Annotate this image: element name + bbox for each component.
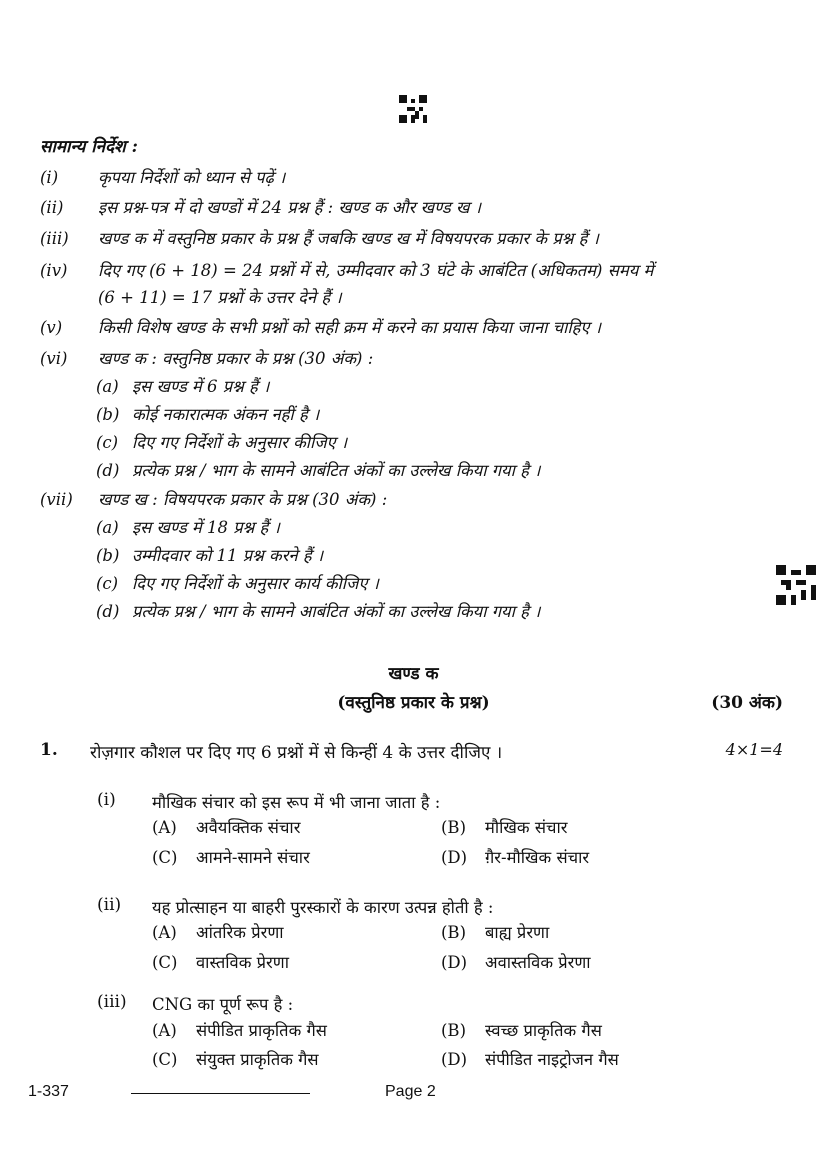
section-title: खण्ड क	[388, 664, 439, 684]
option-text: बाह्य प्रेरणा	[485, 923, 550, 942]
sub-instruction-text: उम्मीदवार को 11 प्रश्न करने हैं ।	[132, 546, 324, 565]
sub-instruction-number: (d)	[96, 602, 120, 621]
option-a	[152, 1018, 327, 1041]
section-subtitle: (वस्तुनिष्ठ प्रकार के प्रश्न)	[337, 693, 490, 713]
option-label: (B)	[441, 818, 466, 837]
option-text: संपीडित प्राकृतिक गैस	[196, 1021, 327, 1040]
option-label: (A)	[152, 1021, 177, 1040]
option-label: (A)	[152, 818, 177, 837]
part-number: (iii)	[97, 992, 127, 1012]
sub-instruction-number: (b)	[96, 405, 120, 424]
option-a	[152, 815, 300, 838]
sub-instruction-number: (c)	[96, 574, 119, 593]
option-text: ग़ैर-मौखिक संचार	[485, 848, 590, 867]
qr-code-icon	[399, 95, 427, 123]
sub-instruction-number: (c)	[96, 433, 119, 452]
option-text: अवैयक्तिक संचार	[196, 818, 301, 837]
paper-code: 1-337	[28, 1083, 69, 1100]
instruction-text: दिए गए (6 + 18) = 24 प्रश्नों में से, उम्मीदवार को 3 घंटे के आबंटित (अधिकतम) समय में	[98, 261, 654, 280]
option-text: आमने-सामने संचार	[196, 848, 310, 867]
part-number: (ii)	[97, 895, 122, 915]
option-text: स्वच्छ प्राकृतिक गैस	[485, 1021, 602, 1040]
option-text: संपीडित नाइट्रोजन गैस	[485, 1050, 619, 1069]
option-d	[441, 845, 589, 868]
option-text: मौखिक संचार	[485, 818, 568, 837]
instruction-text: किसी विशेष खण्ड के सभी प्रश्नों को सही क्रम में करने का प्रयास किया जाना चाहिए ।	[98, 318, 602, 337]
instruction-number: (iv)	[40, 261, 68, 280]
option-label: (D)	[441, 1050, 468, 1069]
option-c	[152, 845, 310, 868]
instruction-number: (vi)	[40, 349, 68, 368]
option-label: (D)	[441, 848, 468, 867]
sub-instruction-text: दिए गए निर्देशों के अनुसार कार्य कीजिए ।	[132, 574, 379, 593]
option-label: (A)	[152, 923, 177, 942]
sub-instruction-text: प्रत्येक प्रश्न / भाग के सामने आबंटित अंकों का उल्लेख किया गया है ।	[132, 602, 541, 621]
option-label: (D)	[441, 953, 468, 972]
part-number: (i)	[97, 790, 116, 810]
sub-instruction-text: प्रत्येक प्रश्न / भाग के सामने आबंटित अंकों का उल्लेख किया गया है ।	[132, 461, 541, 480]
instruction-text: खण्ड क में वस्तुनिष्ठ प्रकार के प्रश्न हैं जबकि खण्ड ख में विषयपरक प्रकार के प्रश्न हैं ।	[98, 229, 599, 248]
footer-divider	[131, 1093, 310, 1094]
option-label: (C)	[152, 1050, 178, 1069]
option-label: (B)	[441, 1021, 466, 1040]
sub-instruction-number: (b)	[96, 546, 120, 565]
option-d	[441, 1047, 619, 1070]
instructions-heading: सामान्य निर्देश :	[40, 137, 138, 157]
question-marks: 4×1=4	[725, 740, 783, 759]
sub-instruction-text: इस खण्ड में 18 प्रश्न हैं ।	[132, 518, 280, 537]
option-b	[441, 815, 567, 838]
option-text: वास्तविक प्रेरणा	[196, 953, 289, 972]
sub-instruction-number: (a)	[96, 518, 119, 537]
instruction-number: (i)	[40, 168, 59, 187]
instruction-number: (iii)	[40, 229, 69, 248]
instruction-text: कृपया निर्देशों को ध्यान से पढ़ें ।	[98, 168, 286, 187]
instruction-number: (ii)	[40, 198, 64, 217]
option-text: आंतरिक प्रेरणा	[196, 923, 284, 942]
option-label: (B)	[441, 923, 466, 942]
instruction-number: (v)	[40, 318, 63, 337]
option-label: (C)	[152, 953, 178, 972]
question-text: रोज़गार कौशल पर दिए गए 6 प्रश्नों में से किन्हीं 4 के उत्तर दीजिए ।	[90, 743, 503, 763]
sub-instruction-text: कोई नकारात्मक अंकन नहीं है ।	[132, 405, 320, 424]
instruction-text: (6 + 11) = 17 प्रश्नों के उत्तर देने हैं ।	[98, 288, 342, 307]
option-c	[152, 1047, 319, 1070]
option-b	[441, 920, 549, 943]
sub-instruction-number: (a)	[96, 377, 119, 396]
sub-instruction-text: दिए गए निर्देशों के अनुसार कीजिए ।	[132, 433, 348, 452]
part-text: यह प्रोत्साहन या बाहरी पुरस्कारों के कारण उत्पन्न होती है :	[152, 898, 494, 917]
sub-instruction-text: इस खण्ड में 6 प्रश्न हैं ।	[132, 377, 270, 396]
instruction-text: इस प्रश्न-पत्र में दो खण्डों में 24 प्रश्न हैं : खण्ड क और खण्ड ख ।	[98, 198, 481, 217]
section-marks: (30 अंक)	[711, 693, 783, 713]
option-d	[441, 950, 591, 973]
part-text: मौखिक संचार को इस रूप में भी जाना जाता है :	[152, 793, 441, 812]
option-a	[152, 920, 284, 943]
option-c	[152, 950, 289, 973]
option-text: संयुक्त प्राकृतिक गैस	[196, 1050, 319, 1069]
question-number: 1.	[40, 740, 58, 760]
sub-instruction-number: (d)	[96, 461, 120, 480]
instruction-number: (vii)	[40, 490, 73, 509]
option-label: (C)	[152, 848, 178, 867]
part-text: CNG का पूर्ण रूप है :	[152, 995, 294, 1014]
option-text: अवास्तविक प्रेरणा	[485, 953, 591, 972]
option-b	[441, 1018, 602, 1041]
instruction-text: खण्ड क : वस्तुनिष्ठ प्रकार के प्रश्न (30 अंक) :	[98, 349, 374, 368]
page-number: Page 2	[385, 1083, 436, 1100]
instruction-text: खण्ड ख : विषयपरक प्रकार के प्रश्न (30 अंक) :	[98, 490, 388, 509]
